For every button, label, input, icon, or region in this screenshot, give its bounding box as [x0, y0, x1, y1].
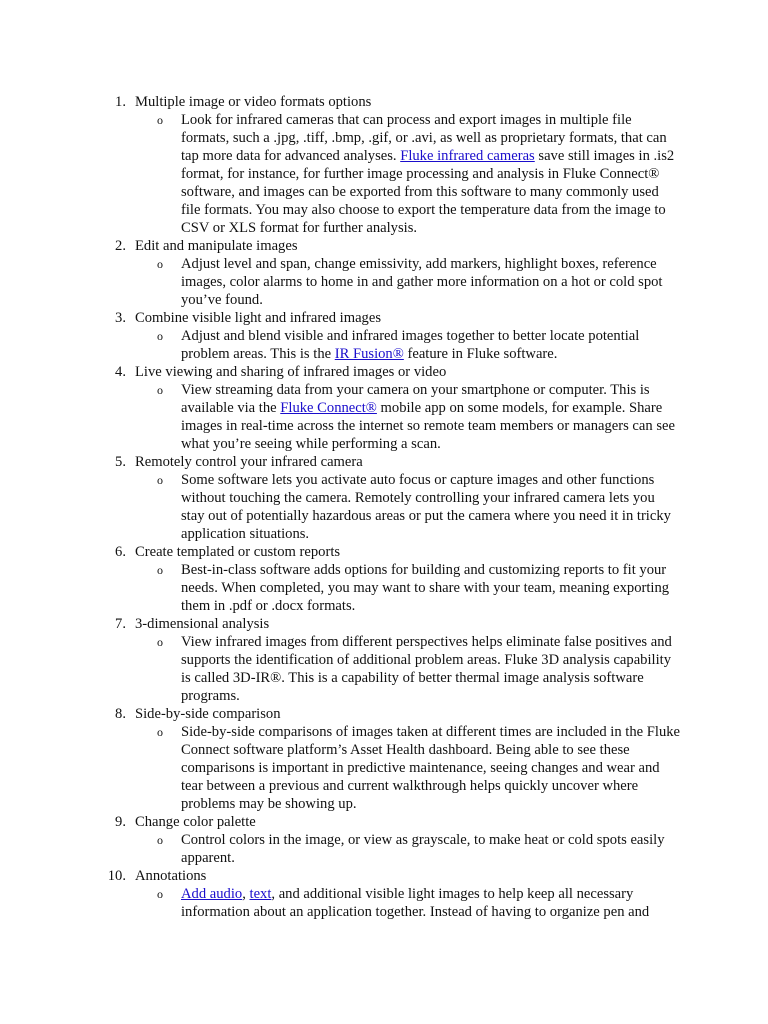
text-run: Look for infrared cameras that can process and export images in multiple file formats, such a .jpg, .tiff, .bmp, .gif, or .avi, as well as proprietary formats, that can tap more data for advanced analyses.	[181, 112, 667, 164]
hyperlink[interactable]: Fluke infrared cameras	[400, 148, 535, 164]
sub-bullet	[0, 111, 768, 237]
list-number: 7.	[115, 616, 126, 632]
sub-bullet	[0, 471, 768, 543]
list-item	[0, 93, 768, 237]
hyperlink[interactable]: Fluke Connect®	[280, 400, 377, 416]
list-number: 6.	[115, 544, 126, 560]
sub-bullet	[0, 723, 768, 813]
list-item	[0, 453, 768, 543]
text-run: Side-by-side comparisons of images taken at different times are included in the Fluke Connect software platform’s Asset Health dashboard. Being able to see these comparisons is important in predictive maintenance, seeing changes and wear and tear between a previous and current walkthrough helps quickly uncover where problems may be showing up.	[181, 724, 681, 812]
list-item-heading	[0, 615, 768, 633]
bullet-marker: o	[157, 887, 163, 901]
list-item	[0, 363, 768, 453]
list-item	[0, 543, 768, 615]
bullet-marker: o	[157, 329, 163, 343]
text-run: save still images in .is2 format, for instance, for further image processing and analysis in Fluke Connect® software, and images can be exported from this software to many commonly used file formats. You may also choose to export the temperature data from the image to CSV or XLS format for further analysis.	[181, 148, 675, 236]
text-run: ,	[242, 886, 250, 902]
list-item-title: Combine visible light and infrared images	[135, 310, 382, 326]
list-item-heading	[0, 705, 768, 723]
list-item-title: Remotely control your infrared camera	[135, 454, 363, 470]
text-run: Best-in-class software adds options for building and customizing reports to fit your needs. When completed, you may want to share with your team, meaning exporting them in .pdf or .docx formats.	[181, 562, 670, 614]
list-item-heading	[0, 867, 768, 885]
text-run: Adjust level and span, change emissivity, add markers, highlight boxes, reference images, color alarms to home in and gather more information on a hot or cold spot you’ve found.	[181, 256, 663, 308]
sub-bullet	[0, 633, 768, 705]
list-item-heading	[0, 237, 768, 255]
list-item-title: Change color palette	[135, 814, 256, 830]
sub-bullet-text	[181, 111, 681, 237]
sub-bullet	[0, 327, 768, 363]
list-item-title: Edit and manipulate images	[135, 238, 298, 254]
bullet-marker: o	[157, 473, 163, 487]
list-item-heading	[0, 813, 768, 831]
sub-bullet-text	[181, 723, 681, 813]
list-item-heading	[0, 543, 768, 561]
bullet-marker: o	[157, 635, 163, 649]
list-number: 4.	[115, 364, 126, 380]
bullet-marker: o	[157, 563, 163, 577]
list-item-heading	[0, 309, 768, 327]
bullet-marker: o	[157, 725, 163, 739]
list-item-heading	[0, 363, 768, 381]
list-item	[0, 867, 768, 921]
hyperlink[interactable]: text	[249, 886, 272, 902]
sub-bullet-text	[181, 885, 681, 921]
list-item	[0, 309, 768, 363]
sub-bullet-text	[181, 255, 681, 309]
hyperlink[interactable]: IR Fusion®	[334, 346, 404, 362]
sub-bullet-text	[181, 471, 681, 543]
text-run: , and additional visible light images to help keep all necessary information about an application together. Instead of having to organize pen and	[181, 886, 650, 920]
list-item-title: Create templated or custom reports	[135, 544, 341, 560]
list-item	[0, 237, 768, 309]
list-number: 8.	[115, 706, 126, 722]
text-run: View streaming data from your camera on your smartphone or computer. This is available via the	[181, 382, 650, 416]
sub-bullet	[0, 381, 768, 453]
list-number: 2.	[115, 238, 126, 254]
sub-bullet-text	[181, 831, 681, 867]
list-number: 5.	[115, 454, 126, 470]
text-run: Control colors in the image, or view as grayscale, to make heat or cold spots easily apparent.	[181, 832, 665, 866]
list-item-heading	[0, 93, 768, 111]
list-number: 3.	[115, 310, 126, 326]
list-item-title: Live viewing and sharing of infrared images or video	[135, 364, 447, 380]
text-run: mobile app on some models, for example. Share images in real-time across the internet so remote team members or managers can see what you’re seeing while performing a scan.	[181, 400, 675, 452]
hyperlink[interactable]: Add audio	[181, 886, 243, 902]
sub-bullet-text	[181, 381, 681, 453]
list-number: 9.	[115, 814, 126, 830]
sub-bullet-text	[181, 561, 681, 615]
sub-bullet	[0, 561, 768, 615]
sub-bullet-text	[181, 633, 681, 705]
list-number: 10.	[107, 868, 126, 884]
sub-bullet	[0, 255, 768, 309]
text-run: View infrared images from different perspectives helps eliminate false positives and supports the identification of additional problem areas. Fluke 3D analysis capability is called 3D-IR®. This is a capability of better thermal image analysis software programs.	[181, 634, 672, 704]
sub-bullet	[0, 831, 768, 867]
list-item	[0, 615, 768, 705]
bullet-marker: o	[157, 113, 163, 127]
list-item-title: Annotations	[135, 868, 207, 884]
bullet-marker: o	[157, 257, 163, 271]
text-run: Adjust and blend visible and infrared images together to better locate potential problem areas. This is the	[181, 328, 640, 362]
list-number: 1.	[115, 94, 126, 110]
sub-bullet	[0, 885, 768, 921]
list-item	[0, 813, 768, 867]
text-run: feature in Fluke software.	[403, 346, 558, 362]
bullet-marker: o	[157, 383, 163, 397]
sub-bullet-text	[181, 327, 681, 363]
bullet-marker: o	[157, 833, 163, 847]
list-item-title: 3-dimensional analysis	[135, 616, 270, 632]
list-item-title: Multiple image or video formats options	[135, 94, 372, 110]
text-run: Some software lets you activate auto focus or capture images and other functions without touching the camera. Remotely controlling your infrared camera lets you stay out of potentially hazardous areas or put the camera where you need it in tricky application situations.	[181, 472, 671, 542]
list-item-heading	[0, 453, 768, 471]
list-item-title: Side-by-side comparison	[135, 706, 281, 722]
numbered-list	[0, 93, 768, 921]
list-item	[0, 705, 768, 813]
